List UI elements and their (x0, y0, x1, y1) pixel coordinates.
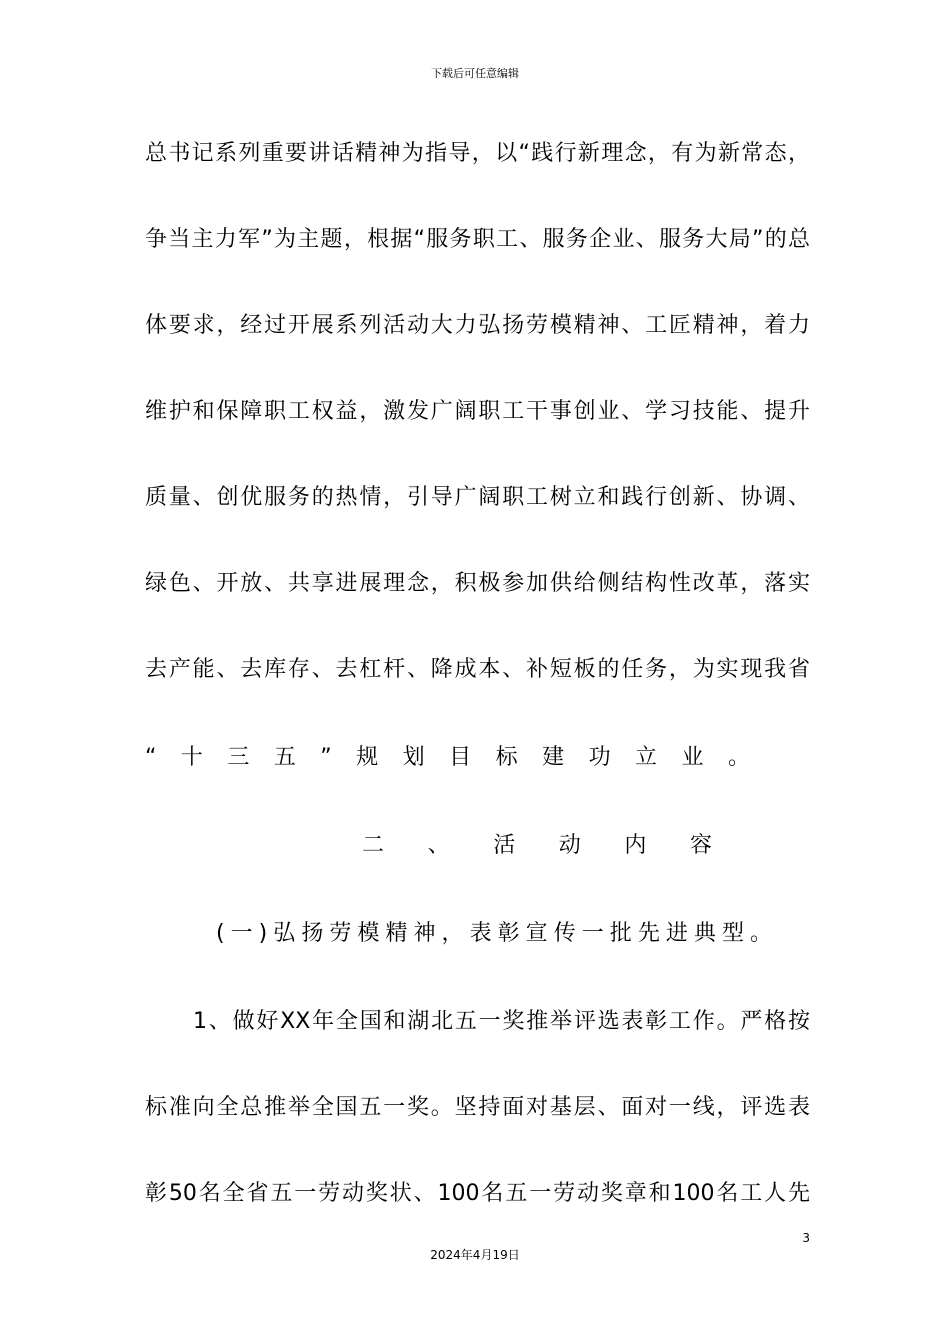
paragraph-line: 标准向全总推举全国五一奖。坚持面对基层、面对一线，评选表 (145, 1095, 810, 1120)
page-header: 下载后可任意编辑 (431, 67, 519, 80)
body-line: 争当主力军”为主题，根据“服务职工、服务企业、服务大局”的总 (145, 227, 810, 252)
paragraph-line: 彰50名全省五一劳动奖状、100名五一劳动奖章和100名工人先 (145, 1181, 810, 1206)
page-number: 3 (802, 1231, 810, 1245)
body-line: “十三五”规划目标建功立业。 (145, 745, 750, 770)
subsection-heading: (一)弘扬劳模精神，表彰宣传一批先进典型。 (216, 921, 772, 946)
body-line: 总书记系列重要讲话精神为指导，以“践行新理念，有为新常态， (145, 141, 810, 166)
footer-date: 2024年4月19日 (430, 1248, 520, 1262)
body-line: 维护和保障职工权益，激发广阔职工干事创业、学习技能、提升 (145, 399, 810, 424)
body-line: 绿色、开放、共享进展理念，积极参加供给侧结构性改革，落实 (145, 571, 810, 596)
paragraph-line: 1、做好XX年全国和湖北五一奖推举评选表彰工作。严格按 (193, 1009, 810, 1034)
body-line: 质量、创优服务的热情，引导广阔职工树立和践行创新、协调、 (145, 485, 810, 510)
section-heading: 二、活动内容 (362, 833, 712, 858)
body-line: 去产能、去库存、去杠杆、降成本、补短板的任务，为实现我省 (145, 657, 810, 682)
body-line: 体要求，经过开展系列活动大力弘扬劳模精神、工匠精神，着力 (145, 313, 810, 338)
